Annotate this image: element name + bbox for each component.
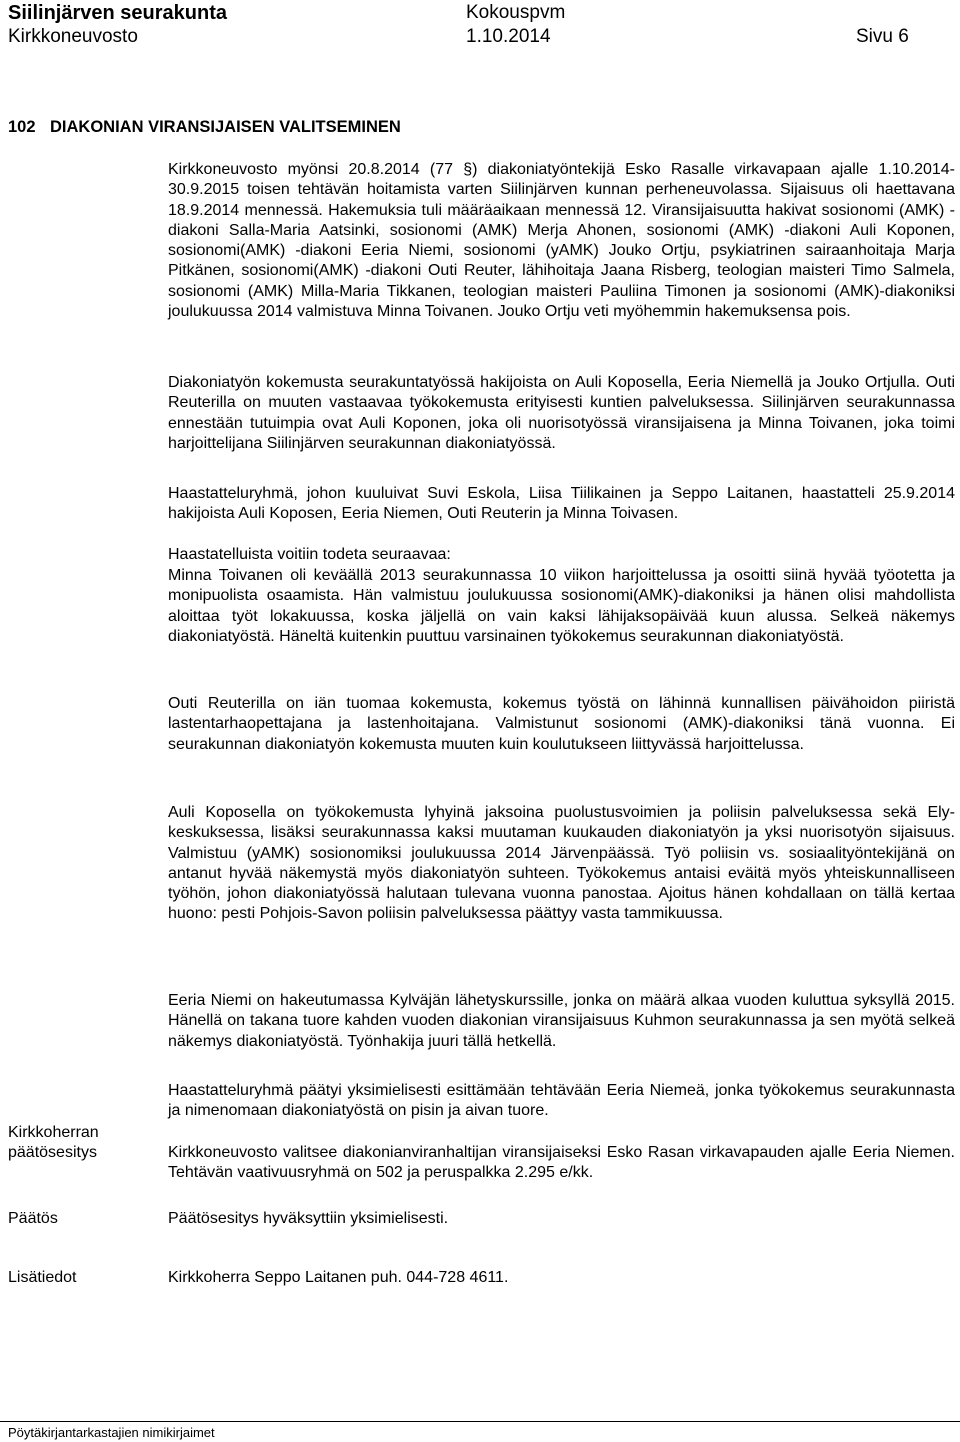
section-title: DIAKONIAN VIRANSIJAISEN VALITSEMINEN [50,118,401,136]
decision-label: Päätös [8,1210,58,1227]
proposal-label [8,1123,99,1164]
meeting-date: 1.10.2014 [466,26,551,47]
paragraph-interview-group: Haastatteluryhmä, johon kuuluivat Suvi Eskola, Liisa Tiilikainen ja Seppo Laitanen, haastatteli 25.9.2014 hakijoista Auli Koposen, Eeria Niemen, Outi Reuterin ja Minna Toivasen. [168,485,955,523]
paragraph-conclusion: Haastatteluryhmä päätyi yksimielisesti esittämään tehtävään Eeria Niemeä, jonka työkokemus seurakunnasta ja nimenomaan diakoniatyöstä on pisin ja aivan tuore. [168,1082,955,1120]
info-text: Kirkkoherra Seppo Laitanen puh. 044-728 4611. [168,1269,509,1286]
footer-initials-label: Pöytäkirjantarkastajien nimikirjaimet [8,1425,215,1440]
meeting-body: Kirkkoneuvosto [8,26,138,47]
footer-divider [0,1421,960,1422]
proposal-label-line2: päätösesitys [8,1144,97,1162]
meeting-date-label: Kokouspvm [466,2,566,23]
section-number: 102 [8,118,36,136]
proposal-text: Kirkkoneuvosto valitsee diakonianviranhaltijan viransijaiseksi Esko Rasan virkavapauden ajalle Eeria Niemen. Tehtävän vaativuusryhmä on 502 ja peruspalkka 2.295 e/kk. [168,1144,955,1182]
proposal-label-line1: Kirkkoherran [8,1124,99,1141]
paragraph-intro: Kirkkoneuvosto myönsi 20.8.2014 (77 §) diakoniatyöntekijä Esko Rasalle virkavapaan ajalle 1.10.2014-30.9.2015 toisen tehtävän hoitamista varten Siilinjärven kunnan perheneuvolassa. Sijaisuus oli haettavana 18.9.2014 mennessä. Hakemuksia tuli määräaikaan mennessä 12. Viransijaisuutta hakivat sosionomi (AMK) -diakoni Salla-Maria Aatsinki, sosionomi (AMK) Merja Ahonen, sosionomi (AMK) -diakoni Auli Koponen, sosionomi(AMK) -diakoni Eeria Niemi, sosionomi (yAMK) Jouko Ortju, psykiatrinen sairaanhoitaja Marja Pitkänen, sosionomi(AMK) -diakoni Outi Reuter, lähihoitaja Jaana Risberg, teologian maisteri Timo Salmela, sosionomi (AMK) Milla-Maria Tikkanen, teologian maisteri Pauliina Timonen ja sosionomi (AMK)-diakoniksi joulukuussa 2014 valmistuva Minna Toivanen. Jouko Ortju veti myöhemmin hakemuksensa pois. [168,161,955,321]
paragraph-outi: Outi Reuterilla on iän tuomaa kokemusta, kokemus työstä on lähinnä kunnallisen päivähoidon piiristä lastentarhaopettajana ja lastenhoitajana. Valmistunut sosionomi (AMK)-diakoniksi tänä vuonna. Ei seurakunnan diakoniatyön kokemusta muuten kuin koulutukseen liittyvässä harjoittelussa. [168,695,955,753]
paragraph-interview-intro: Haastatelluista voitiin todeta seuraavaa: [168,546,451,563]
section-heading [8,118,401,137]
paragraph-eeria: Eeria Niemi on hakeutumassa Kylväjän lähetyskurssille, jonka on määrä alkaa vuoden kuluttua syksyllä 2015. Hänellä on takana tuore kahden vuoden diakonian viransijaisuus Kuhmon seurakunnassa ja sen myötä selkeä näkemys diakoniatyöstä. Työnhakija juuri tällä hetkellä. [168,992,955,1050]
paragraph-auli: Auli Koposella on työkokemusta lyhyinä jaksoina puolustusvoimien ja poliisin palveluksessa sekä Ely-keskuksessa, lisäksi seurakunnassa kaksi muutaman kuukauden diakoniatyön ja yksi nuorisotyön sijaisuus. Valmistuu (yAMK) sosionomiksi joulukuussa 2014 Järvenpäässä. Työ poliisin vs. sosiaalityöntekijänä on antanut hyvää näkemystä myös diakoniatyön suhteen. Työkokemus antaisi eväitä myös yhteiskunnalliseen työhön, johon diakoniatyössä halutaan tulevana vuonna panostaa. Ajoitus hänen kohdallaan on tällä kertaa huono: pesti Pohjois-Savon poliisin palveluksessa päättyy vasta tammikuussa. [168,804,955,923]
page-number: Sivu 6 [856,26,909,47]
paragraph-minna: Minna Toivanen oli keväällä 2013 seurakunnassa 10 viikon harjoittelussa ja osoitti siinä hyvää työotetta ja monipuolista osaamista. Hän valmistuu joulukuussa sosionomi(AMK)-diakoniksi ja hänen olisi mahdollista aloittaa työt lokakuussa, koska jäljellä on vain kaksi lähijaksopäivää kuun alussa. Selkeä näkemys diakoniatyöstä. Häneltä kuitenkin puuttuu varsinainen työkokemus seurakunnan diakoniatyöstä. [168,567,955,645]
info-label: Lisätiedot [8,1269,77,1286]
organization-name: Siilinjärven seurakunta [8,2,227,24]
paragraph-experience: Diakoniatyön kokemusta seurakuntatyössä hakijoista on Auli Koposella, Eeria Niemellä ja Jouko Ortjulla. Outi Reuterilla on muuten vastaavaa työkokemusta erityisesti kuntien palveluksessa. Siilinjärven seurakunnassa ennestään tutuimpia ovat Auli Koponen, joka oli nuorisotyössä viransijaisena ja Minna Toivanen, joka toimi harjoittelijana Siilinjärven seurakunnan diakoniatyössä. [168,374,955,452]
decision-text: Päätösesitys hyväksyttiin yksimielisesti. [168,1210,449,1227]
